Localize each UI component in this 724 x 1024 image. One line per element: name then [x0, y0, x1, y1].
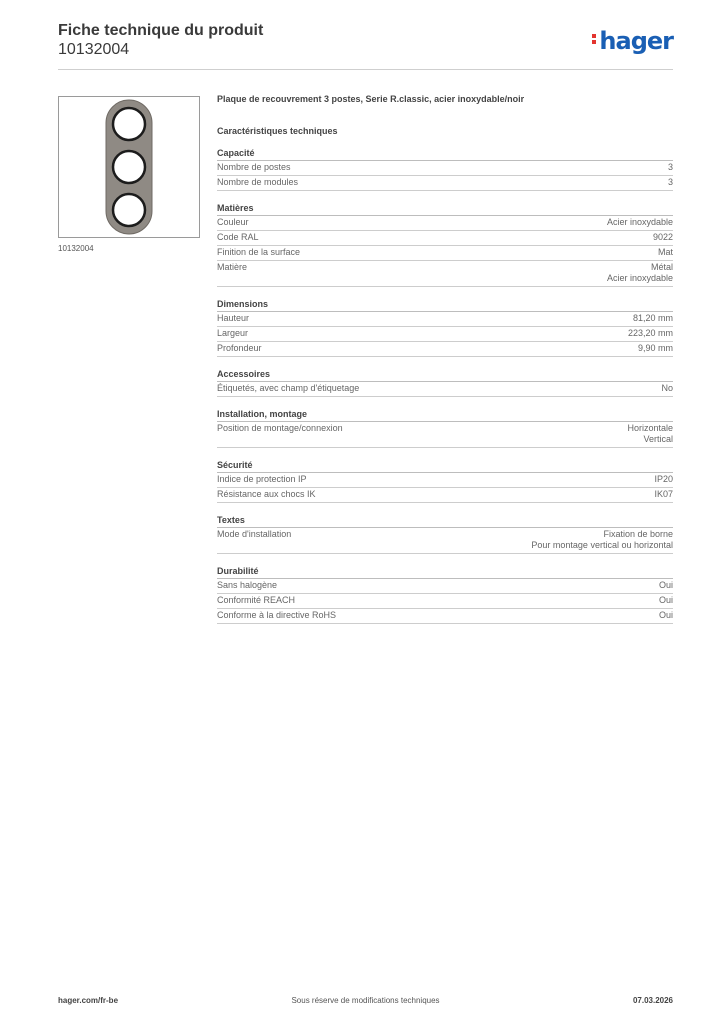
footer-date: 07.03.2026	[632, 996, 673, 1005]
spec-row	[217, 528, 673, 554]
spec-label: Finition de la surface	[217, 247, 301, 257]
spec-label: Indice de protection IP	[217, 474, 307, 484]
spec-label: Mode d'installation	[217, 529, 292, 539]
spec-value	[653, 232, 673, 243]
spec-value-line: 81,20 mm	[632, 313, 673, 323]
spec-label: Sans halogène	[217, 580, 278, 590]
spec-value-line: Oui	[658, 580, 673, 590]
spec-label: Étiquetés, avec champ d'étiquetage	[217, 383, 360, 393]
spec-value-line: 9022	[652, 232, 673, 242]
page-header	[58, 21, 673, 70]
cover-plate-icon	[103, 97, 155, 237]
spec-value-line: Métal	[650, 262, 673, 272]
spec-value	[633, 313, 673, 324]
spec-label: Profondeur	[217, 343, 262, 353]
spec-group	[217, 299, 673, 357]
spec-value-line: Oui	[658, 595, 673, 605]
spec-row	[217, 216, 673, 231]
spec-label: Code RAL	[217, 232, 259, 242]
spec-value	[627, 423, 673, 445]
spec-row	[217, 382, 673, 397]
spec-label: Couleur	[217, 217, 249, 227]
product-image	[58, 96, 200, 238]
spec-value	[654, 474, 673, 485]
spec-label: Position de montage/connexion	[217, 423, 343, 433]
spec-value-line: 223,20 mm	[627, 328, 673, 338]
spec-label: Conforme à la directive RoHS	[217, 610, 337, 620]
spec-value-line: IK07	[654, 489, 673, 499]
spec-value-line: Horizontale	[627, 423, 673, 433]
spec-value	[668, 177, 673, 188]
spec-label: Résistance aux chocs IK	[217, 489, 316, 499]
spec-row	[217, 579, 673, 594]
spec-value	[654, 489, 673, 500]
logo-text: hager	[599, 27, 673, 55]
spec-group	[217, 460, 673, 503]
spec-label: Largeur	[217, 328, 249, 338]
spec-label: Nombre de modules	[217, 177, 299, 187]
product-number: 10132004	[58, 41, 130, 58]
spec-value	[531, 529, 673, 551]
spec-row	[217, 261, 673, 287]
spec-row	[217, 231, 673, 246]
spec-group-title: Accessoires	[217, 369, 673, 382]
spec-group-title: Installation, montage	[217, 409, 673, 422]
spec-group-title: Sécurité	[217, 460, 673, 473]
spec-group	[217, 203, 673, 287]
hager-logo[interactable]	[592, 27, 673, 55]
spec-label: Hauteur	[217, 313, 250, 323]
image-caption: 10132004	[58, 244, 94, 253]
spec-row	[217, 488, 673, 503]
spec-value-line: 9,90 mm	[637, 343, 673, 353]
spec-groups	[217, 148, 673, 624]
page-title: Fiche technique du produit	[58, 22, 264, 39]
spec-value-line: IP20	[654, 474, 673, 484]
spec-group-title: Dimensions	[217, 299, 673, 312]
spec-value-line: Mat	[657, 247, 673, 257]
spec-row	[217, 161, 673, 176]
spec-group	[217, 369, 673, 397]
spec-row	[217, 342, 673, 357]
spec-group-title: Durabilité	[217, 566, 673, 579]
spec-label: Nombre de postes	[217, 162, 291, 172]
spec-row	[217, 609, 673, 624]
spec-value	[659, 580, 673, 591]
logo-dots-icon	[592, 32, 597, 46]
spec-value-line: Vertical	[643, 434, 673, 444]
spec-row	[217, 473, 673, 488]
spec-group	[217, 515, 673, 554]
spec-value	[661, 383, 673, 394]
spec-row	[217, 327, 673, 342]
spec-value	[659, 610, 673, 621]
spec-row	[217, 422, 673, 448]
spec-group	[217, 148, 673, 191]
spec-label: Conformité REACH	[217, 595, 296, 605]
spec-row	[217, 312, 673, 327]
spec-value-line: 3	[667, 177, 673, 187]
spec-value	[607, 262, 673, 284]
spec-value-line: No	[661, 383, 673, 393]
section-title: Caractéristiques techniques	[217, 126, 338, 136]
footer-website-link[interactable]: hager.com/fr-be	[58, 996, 119, 1005]
spec-group-title: Textes	[217, 515, 673, 528]
product-description: Plaque de recouvrement 3 postes, Serie R.classic, acier inoxydable/noir	[217, 94, 525, 104]
spec-group-title: Matières	[217, 203, 673, 216]
spec-value-line: Oui	[658, 610, 673, 620]
spec-value-line: Pour montage vertical ou horizontal	[531, 540, 673, 550]
spec-value	[668, 162, 673, 173]
footer-disclaimer: Sous réserve de modifications techniques	[291, 996, 440, 1005]
spec-value	[638, 343, 673, 354]
spec-value-line: Acier inoxydable	[606, 273, 673, 283]
spec-value-line: Acier inoxydable	[606, 217, 673, 227]
spec-label: Matière	[217, 262, 248, 272]
spec-value	[658, 247, 673, 258]
spec-value-line: Fixation de borne	[603, 529, 673, 539]
spec-value	[628, 328, 673, 339]
spec-group-title: Capacité	[217, 148, 673, 161]
spec-group	[217, 566, 673, 624]
spec-row	[217, 594, 673, 609]
spec-row	[217, 246, 673, 261]
spec-value-line: 3	[667, 162, 673, 172]
spec-content	[217, 94, 673, 636]
spec-group	[217, 409, 673, 448]
spec-value	[659, 595, 673, 606]
spec-row	[217, 176, 673, 191]
spec-value	[607, 217, 673, 228]
